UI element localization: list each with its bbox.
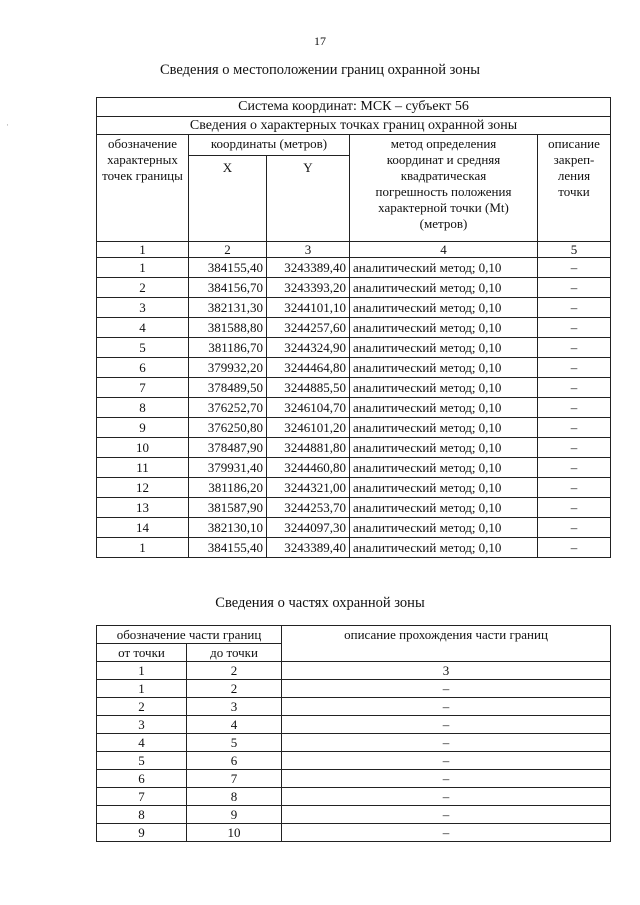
x-cell: 378489,50 xyxy=(189,378,267,398)
method-cell: аналитический метод; 0,10 xyxy=(350,518,538,538)
point-cell: 2 xyxy=(97,278,189,298)
point-cell: 10 xyxy=(97,438,189,458)
point-cell: 5 xyxy=(97,338,189,358)
method-cell: аналитический метод; 0,10 xyxy=(350,258,538,278)
column-number: 2 xyxy=(189,242,267,258)
to-point-header: до точки xyxy=(187,644,282,662)
from-point-cell: 9 xyxy=(97,824,187,842)
table-row xyxy=(97,358,611,378)
to-point-cell: 8 xyxy=(187,788,282,806)
part-description-cell: – xyxy=(282,734,611,752)
method-cell: аналитический метод; 0,10 xyxy=(350,538,538,558)
from-point-cell: 5 xyxy=(97,752,187,770)
points-table xyxy=(96,97,611,558)
description-cell: – xyxy=(538,318,611,338)
y-header: Y xyxy=(267,156,350,242)
table-row xyxy=(97,338,611,358)
y-cell: 3244257,60 xyxy=(267,318,350,338)
x-cell: 379931,40 xyxy=(189,458,267,478)
to-point-cell: 10 xyxy=(187,824,282,842)
point-cell: 6 xyxy=(97,358,189,378)
y-cell: 3244324,90 xyxy=(267,338,350,358)
from-point-header: от точки xyxy=(97,644,187,662)
part-designation-header: обозначение части границ xyxy=(97,626,282,644)
designation-header: обозначение характерных точек границы xyxy=(97,135,189,242)
x-cell: 378487,90 xyxy=(189,438,267,458)
x-cell: 381186,20 xyxy=(189,478,267,498)
method-cell: аналитический метод; 0,10 xyxy=(350,478,538,498)
method-cell: аналитический метод; 0,10 xyxy=(350,298,538,318)
table-row xyxy=(97,458,611,478)
point-cell: 13 xyxy=(97,498,189,518)
y-cell: 3243393,20 xyxy=(267,278,350,298)
parts-table xyxy=(96,625,611,842)
x-cell: 382130,10 xyxy=(189,518,267,538)
from-point-cell: 7 xyxy=(97,788,187,806)
method-cell: аналитический метод; 0,10 xyxy=(350,318,538,338)
parts-section-title: Сведения о частях охранной зоны xyxy=(215,595,425,611)
y-cell: 3244885,50 xyxy=(267,378,350,398)
description-cell: – xyxy=(538,458,611,478)
point-cell: 4 xyxy=(97,318,189,338)
column-number: 2 xyxy=(187,662,282,680)
description-cell: – xyxy=(538,358,611,378)
column-number: 3 xyxy=(282,662,611,680)
margin-mark: · xyxy=(6,120,9,130)
points-subtitle-header: Сведения о характерных точках границ охранной зоны xyxy=(97,117,611,135)
description-header: описание закреп-ления точки xyxy=(538,135,611,242)
to-point-cell: 2 xyxy=(187,680,282,698)
table-row xyxy=(97,418,611,438)
part-description-cell: – xyxy=(282,752,611,770)
part-description-cell: – xyxy=(282,698,611,716)
description-cell: – xyxy=(538,298,611,318)
point-cell: 3 xyxy=(97,298,189,318)
description-cell: – xyxy=(538,418,611,438)
part-description-header: описание прохождения части границ xyxy=(282,626,611,662)
method-header: метод определения координат и средняя квадратическая погрешность положения характерной точки (Mt) (метров) xyxy=(350,135,538,242)
description-cell: – xyxy=(538,338,611,358)
to-point-cell: 9 xyxy=(187,806,282,824)
table-row xyxy=(97,438,611,458)
method-cell: аналитический метод; 0,10 xyxy=(350,338,538,358)
table-row xyxy=(97,752,611,770)
y-cell: 3244464,80 xyxy=(267,358,350,378)
description-cell: – xyxy=(538,278,611,298)
y-cell: 3244881,80 xyxy=(267,438,350,458)
column-number: 4 xyxy=(350,242,538,258)
part-description-cell: – xyxy=(282,680,611,698)
y-cell: 3243389,40 xyxy=(267,258,350,278)
coordinates-header: координаты (метров) xyxy=(189,135,350,156)
table-row xyxy=(97,788,611,806)
y-cell: 3244321,00 xyxy=(267,478,350,498)
table-row xyxy=(97,824,611,842)
from-point-cell: 3 xyxy=(97,716,187,734)
point-cell: 11 xyxy=(97,458,189,478)
table-row xyxy=(97,770,611,788)
x-cell: 381186,70 xyxy=(189,338,267,358)
method-cell: аналитический метод; 0,10 xyxy=(350,278,538,298)
y-cell: 3246104,70 xyxy=(267,398,350,418)
method-cell: аналитический метод; 0,10 xyxy=(350,458,538,478)
table-row xyxy=(97,278,611,298)
table-row xyxy=(97,498,611,518)
table-row xyxy=(97,716,611,734)
table-row xyxy=(97,398,611,418)
description-cell: – xyxy=(538,378,611,398)
point-cell: 8 xyxy=(97,398,189,418)
part-description-cell: – xyxy=(282,716,611,734)
coord-system-header: Система координат: МСК – субъект 56 xyxy=(97,98,611,117)
point-cell: 9 xyxy=(97,418,189,438)
y-cell: 3246101,20 xyxy=(267,418,350,438)
x-cell: 382131,30 xyxy=(189,298,267,318)
part-description-cell: – xyxy=(282,824,611,842)
x-cell: 379932,20 xyxy=(189,358,267,378)
method-cell: аналитический метод; 0,10 xyxy=(350,438,538,458)
to-point-cell: 3 xyxy=(187,698,282,716)
table-row xyxy=(97,478,611,498)
method-cell: аналитический метод; 0,10 xyxy=(350,398,538,418)
y-cell: 3244253,70 xyxy=(267,498,350,518)
x-cell: 376252,70 xyxy=(189,398,267,418)
from-point-cell: 6 xyxy=(97,770,187,788)
description-cell: – xyxy=(538,518,611,538)
table-row xyxy=(97,680,611,698)
from-point-cell: 4 xyxy=(97,734,187,752)
table-row xyxy=(97,806,611,824)
method-cell: аналитический метод; 0,10 xyxy=(350,358,538,378)
table-row xyxy=(97,318,611,338)
part-description-cell: – xyxy=(282,770,611,788)
y-cell: 3243389,40 xyxy=(267,538,350,558)
to-point-cell: 5 xyxy=(187,734,282,752)
x-cell: 381588,80 xyxy=(189,318,267,338)
column-number: 1 xyxy=(97,242,189,258)
description-cell: – xyxy=(538,438,611,458)
points-section-title: Сведения о местоположении границ охранной зоны xyxy=(159,62,480,78)
to-point-cell: 6 xyxy=(187,752,282,770)
x-cell: 384155,40 xyxy=(189,538,267,558)
table-row xyxy=(97,378,611,398)
x-cell: 384155,40 xyxy=(189,258,267,278)
point-cell: 14 xyxy=(97,518,189,538)
x-cell: 384156,70 xyxy=(189,278,267,298)
y-cell: 3244460,80 xyxy=(267,458,350,478)
description-cell: – xyxy=(538,538,611,558)
method-cell: аналитический метод; 0,10 xyxy=(350,498,538,518)
x-cell: 381587,90 xyxy=(189,498,267,518)
method-cell: аналитический метод; 0,10 xyxy=(350,378,538,398)
point-cell: 7 xyxy=(97,378,189,398)
column-number: 5 xyxy=(538,242,611,258)
description-cell: – xyxy=(538,478,611,498)
to-point-cell: 7 xyxy=(187,770,282,788)
table-row xyxy=(97,698,611,716)
description-cell: – xyxy=(538,398,611,418)
column-number: 1 xyxy=(97,662,187,680)
table-row xyxy=(97,518,611,538)
table-row xyxy=(97,538,611,558)
table-row xyxy=(97,258,611,278)
table-row xyxy=(97,734,611,752)
part-description-cell: – xyxy=(282,788,611,806)
point-cell: 1 xyxy=(97,258,189,278)
x-cell: 376250,80 xyxy=(189,418,267,438)
y-cell: 3244101,10 xyxy=(267,298,350,318)
description-cell: – xyxy=(538,498,611,518)
x-header: X xyxy=(189,156,267,242)
point-cell: 1 xyxy=(97,538,189,558)
method-cell: аналитический метод; 0,10 xyxy=(350,418,538,438)
part-description-cell: – xyxy=(282,806,611,824)
page-number: 17 xyxy=(314,34,326,48)
description-cell: – xyxy=(538,258,611,278)
to-point-cell: 4 xyxy=(187,716,282,734)
from-point-cell: 8 xyxy=(97,806,187,824)
from-point-cell: 2 xyxy=(97,698,187,716)
y-cell: 3244097,30 xyxy=(267,518,350,538)
from-point-cell: 1 xyxy=(97,680,187,698)
point-cell: 12 xyxy=(97,478,189,498)
table-row xyxy=(97,298,611,318)
column-number: 3 xyxy=(267,242,350,258)
